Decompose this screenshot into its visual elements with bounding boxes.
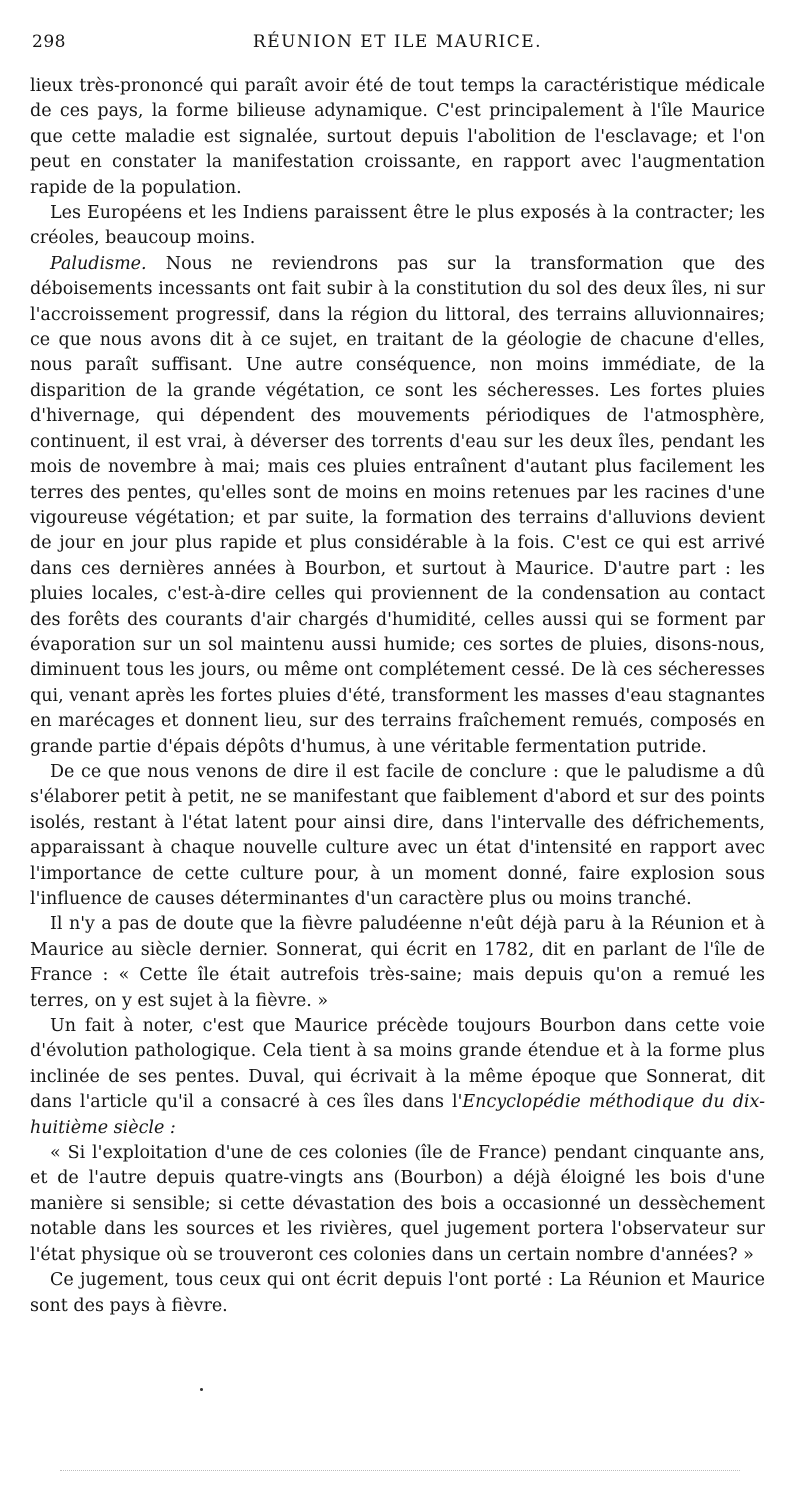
body-text: [30, 74, 765, 1319]
paragraph-sonnerat: Il n'y a pas de doute que la fièvre paludéenne n'eût déjà paru à la Réunion et à Maurice au siècle dernier. Sonnerat, qui écrit en 1782, dit en parlant de l'île de France : « Cette île était autrefois très-saine; mais depuis qu'on a remué les terres, on y est sujet à la fièvre. »: [30, 914, 765, 1011]
encyclopedie-title: Encyclopédie méthodique du dix-huitième siècle :: [30, 1092, 765, 1138]
scan-artifact-line: [60, 1470, 740, 1475]
paragraph-duval-text: Un fait à noter, c'est que Maurice précède toujours Bourbon dans cette voie d'évolution pathologique. Cela tient à sa moins grande étendue et à la forme plus inclinée de ses pentes. Duval, qui écrivait à la même époque que Sonnerat, dit dans l'article qu'il a consacré à ces îles dans l': [30, 1016, 765, 1113]
paragraph-paludisme: [30, 252, 765, 760]
paragraph-continuation: lieux très-prononcé qui paraît avoir été de tout temps la caractéristique médicale de ces pays, la forme bilieuse adynamique. C'est principalement à l'île Maurice que cette maladie est signalée, surtout depuis l'abolition de l'esclavage; et l'on peut en constater la manifestation croissante, en rapport avec l'augmentation rapide de la population.: [30, 76, 765, 198]
running-title: RÉUNION ET ILE MAURICE.: [252, 32, 543, 52]
book-page: [30, 28, 765, 1319]
ink-speck: [200, 1388, 203, 1391]
running-head: [30, 28, 765, 58]
paragraph-final: Ce jugement, tous ceux qui ont écrit depuis l'ont porté : La Réunion et Maurice sont des pays à fièvre.: [30, 1270, 765, 1316]
paragraph-duval: [30, 1014, 765, 1141]
section-label-paludisme: Paludisme.: [50, 253, 147, 274]
paragraph-conclusion: De ce que nous venons de dire il est facile de conclure : que le paludisme a dû s'élaborer petit à petit, ne se manifestant que faiblement d'abord et sur des points isolés, restant à l'état latent pour ainsi dire, dans l'intervalle des défrichements, apparaissant à chaque nouvelle culture avec un état d'intensité en rapport avec l'importance de cette culture pour, à un moment donné, faire explosion sous l'influence de causes déterminantes d'un caractère plus ou moins tranché.: [30, 761, 765, 909]
page-number: 298: [32, 32, 66, 52]
paragraph-europeens: Les Européens et les Indiens paraissent être le plus exposés à la contracter; les créoles, beaucoup moins.: [30, 203, 765, 249]
paragraph-paludisme-text: Nous ne reviendrons pas sur la transformation que des déboisements incessants ont fait subir à la constitution du sol des deux îles, ni sur l'accroissement progressif, dans la région du littoral, des terrains alluvionnaires; ce que nous avons dit à ce sujet, en traitant de la géologie de chacune d'elles, nous paraît suffisant. Une autre conséquence, non moins immédiate, de la disparition de la grande végétation, ce sont les sécheresses. Les fortes pluies d'hivernage, qui dépendent des mouvements périodiques de l'atmosphère, continuent, il est vrai, à déverser des torrents d'eau sur les deux îles, pendant les mois de novembre à mai; mais ces pluies entraînent d'autant plus facilement les terres des pentes, qu'elles sont de moins en moins retenues par les racines d'une vigoureuse végétation; et par suite, la formation des terrains d'alluvions devient de jour en jour plus rapide et plus considérable à la fois. C'est ce qui est arrivé dans ces dernières années à Bourbon, et surtout à Maurice. D'autre part : les pluies locales, c'est-à-dire celles qui proviennent de la condensation au contact des forêts des courants d'air chargés d'humidité, celles aussi qui se forment par évaporation sur un sol maintenu aussi humide; ces sortes de pluies, disons-nous, diminuent tous les jours, ou même ont complétement cessé. De là ces sécheresses qui, venant après les fortes pluies d'été, transforment les masses d'eau stagnantes en marécages et donnent lieu, sur des terrains fraîchement remués, composés en grande partie d'épais dépôts d'humus, à une véritable fermentation putride.: [30, 253, 765, 757]
paragraph-quotation: « Si l'exploitation d'une de ces colonies (île de France) pendant cinquante ans, et de l'autre depuis quatre-vingts ans (Bourbon) a déjà éloigné les bois d'une manière si sensible; si cette dévastation des bois a occasionné un dessèchement notable dans les sources et les rivières, quel jugement portera l'observateur sur l'état physique où se trouveront ces colonies dans un certain nombre d'années? »: [30, 1143, 765, 1265]
